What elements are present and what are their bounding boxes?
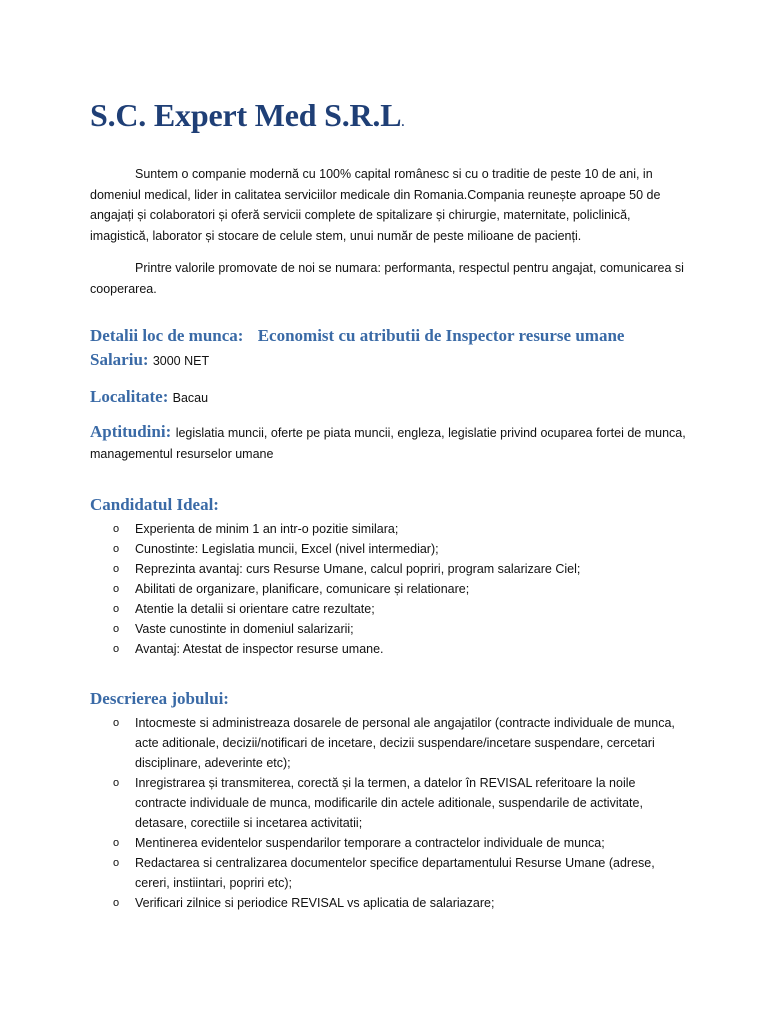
list-item: o Experienta de minim 1 an intr-o pozitie similara;: [113, 519, 690, 539]
bullet-marker: o: [113, 603, 120, 615]
company-name: S.C. Expert Med S.R.L: [90, 97, 402, 133]
job-description-heading: Descrierea jobului:: [90, 689, 229, 708]
list-item: o Avantaj: Atestat de inspector resurse umane.: [113, 639, 690, 659]
location-label: Localitate:: [90, 387, 169, 406]
list-item: o Intocmeste si administreaza dosarele de personal ale angajatilor (contracte individuale de munca, acte aditionale, decizii/notificari de incetare, decizii suspendare/incetare suspendare, cercetari disciplinare, adeverinte etc);: [113, 713, 690, 773]
bullet-marker: o: [113, 563, 120, 575]
list-item: o Verificari zilnice si periodice REVISAL vs aplicatia de salariazare;: [113, 893, 690, 913]
list-item: o Mentinerea evidentelor suspendarilor temporare a contractelor individuale de munca;: [113, 833, 690, 853]
list-item: o Vaste cunostinte in domeniul salarizarii;: [113, 619, 690, 639]
list-item: o Redactarea si centralizarea documentelor specifice departamentului Resurse Umane (adrese, cereri, instiintari, popriri etc);: [113, 853, 690, 893]
location-value: Bacau: [172, 391, 209, 405]
bullet-marker: o: [113, 583, 120, 595]
bullet-marker: o: [113, 543, 120, 555]
ideal-candidate-heading: Candidatul Ideal:: [90, 495, 219, 514]
location-line: [90, 385, 690, 410]
bullet-marker: o: [113, 523, 120, 535]
job-title: Economist cu atributii de Inspector resurse umane: [257, 326, 625, 345]
ideal-candidate-list: [90, 519, 690, 659]
bullet-marker: o: [113, 643, 120, 655]
job-details-heading: [90, 323, 690, 348]
list-item: o Cunostinte: Legislatia muncii, Excel (nivel intermediar);: [113, 539, 690, 559]
salary-label: Salariu:: [90, 350, 149, 369]
salary-value: 3000 NET: [152, 354, 210, 368]
title-suffix: .: [401, 115, 405, 129]
list-item: o Reprezinta avantaj: curs Resurse Umane, calcul popriri, program salarizare Ciel;: [113, 559, 690, 579]
company-title: [90, 95, 690, 142]
list-item: o Atentie la detalii si orientare catre rezultate;: [113, 599, 690, 619]
bullet-marker: o: [113, 717, 120, 729]
job-details-label: Detalii loc de munca:: [90, 326, 244, 345]
values-paragraph: Printre valorile promovate de noi se numara: performanta, respectul pentru angajat, comunicarea si cooperarea.: [90, 261, 684, 296]
intro-paragraph: Suntem o companie modernă cu 100% capital românesc si cu o traditie de peste 10 de ani, in domeniul medical, lider in calitatea serviciilor medicale din Romania.Compania reunește aproape 50 de angajați și colaboratori și oferă servicii complete de spitalizare și chirurgie, maternitate, policlinică, imagistică, laborator și stocare de celule stem, unui număr de peste milioane de pacienți.: [90, 167, 661, 243]
bullet-marker: o: [113, 857, 120, 869]
skills-label: Aptitudini:: [90, 422, 172, 441]
list-item: o Inregistrarea și transmiterea, corectă și la termen, a datelor în REVISAL referitoare la noile contracte individuale de munca, modificarile din actele aditionale, suspendarile de activitate, detasare, corectiile si incetarea activitatii;: [113, 773, 690, 833]
job-description-list: [90, 713, 690, 913]
bullet-marker: o: [113, 837, 120, 849]
skills-line: [90, 422, 690, 465]
bullet-marker: o: [113, 777, 120, 789]
salary-line: [90, 348, 690, 373]
bullet-marker: o: [113, 897, 120, 909]
bullet-marker: o: [113, 623, 120, 635]
skills-value: legislatia muncii, oferte pe piata muncii, engleza, legislatie privind ocuparea fortei de munca, managementul resurselor umane: [90, 426, 686, 461]
list-item: o Abilitati de organizare, planificare, comunicare și relationare;: [113, 579, 690, 599]
document-page: [90, 95, 690, 913]
